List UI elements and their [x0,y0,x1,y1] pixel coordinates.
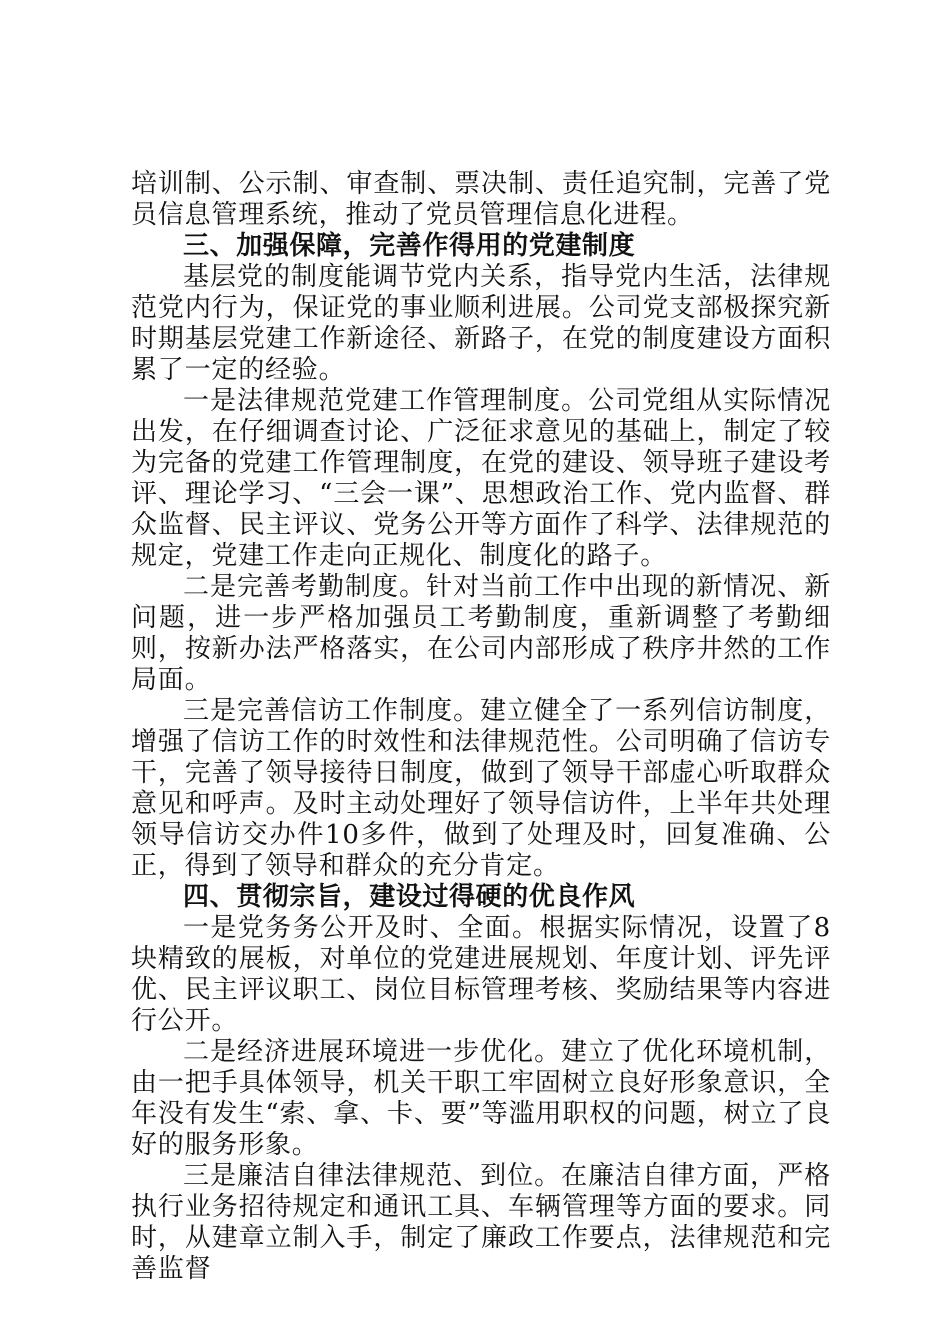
section-heading-three: 三、加强保障，完善作得用的党建制度 [183,231,636,261]
document-body [131,169,831,1285]
paragraph: 二是经济进展环境进一步优化。建立了优化环境机制，由一把手具体领导，机关干职工牢固树立良好形象意识，全年没有发生“索、拿、卡、要”等滥用职权的问题，树立了良好的服务形象。 [131,1037,831,1160]
paragraph: 一是法律规范党建工作管理制度。公司党组从实际情况出发，在仔细调查讨论、广泛征求意见的基础上，制定了较为完备的党建工作管理制度，在党的建设、领导班子建设考评、理论学习、“三会一课”、思想政治工作、党内监督、群众监督、民主评议、党务公开等方面作了科学、法律规范的规定，党建工作走向正规化、制度化的路子。 [131,386,831,571]
paragraph: 二是完善考勤制度。针对当前工作中出现的新情况、新问题，进一步严格加强员工考勤制度，重新调整了考勤细则，按新办法严格落实，在公司内部形成了秩序井然的工作局面。 [131,572,831,695]
section-heading-four: 四、贯彻宗旨，建设过得硬的优良作风 [183,882,636,912]
paragraph: 一是党务务公开及时、全面。根据实际情况，设置了8块精致的展板，对单位的党建进展规划、年度计划、评先评优、民主评议职工、岗位目标管理考核、奖励结果等内容进行公开。 [131,913,831,1036]
paragraph-continued: 培训制、公示制、审查制、票决制、责任追究制，完善了党员信息管理系统，推动了党员管理信息化进程。 [131,169,831,230]
paragraph: 基层党的制度能调节党内关系，指导党内生活，法律规范党内行为，保证党的事业顺利进展。公司党支部极探究新时期基层党建工作新途径、新路子，在党的制度建设方面积累了一定的经验。 [131,262,831,385]
paragraph: 三是廉洁自律法律规范、到位。在廉洁自律方面，严格执行业务招待规定和通讯工具、车辆管理等方面的要求。同时，从建章立制入手，制定了廉政工作要点，法律规范和完善监督 [131,1161,831,1284]
paragraph: 三是完善信访工作制度。建立健全了一系列信访制度，增强了信访工作的时效性和法律规范性。公司明确了信访专干，完善了领导接待日制度，做到了领导干部虚心听取群众意见和呼声。及时主动处理好了领导信访件，上半年共处理领导信访交办件10多件，做到了处理及时，回复准确、公正，得到了领导和群众的充分肯定。 [131,696,831,881]
